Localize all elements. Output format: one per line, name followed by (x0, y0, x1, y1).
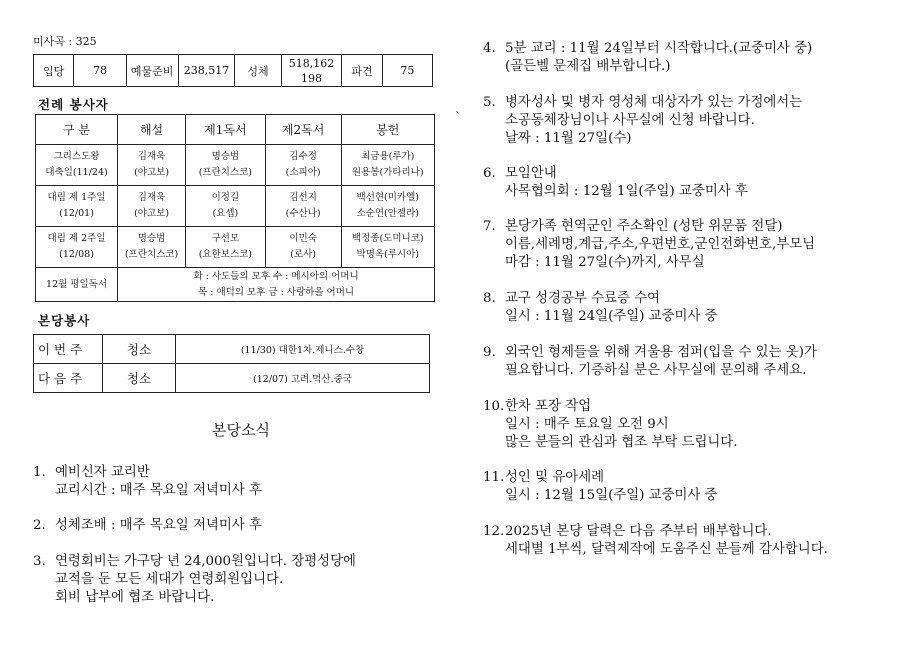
row-reading-2 (265, 227, 341, 268)
item-line: 성체조배 : 매주 목요일 저녁미사 후 (55, 518, 262, 533)
ipdang-label: 입당 (34, 55, 74, 87)
liturgy-table (35, 114, 435, 302)
item-line: 성인 및 유아세례 (505, 470, 605, 485)
row-category (36, 145, 118, 186)
bible-line-1: 화 : 사도들의 모후 수 : 메시아의 어머니 (193, 270, 359, 282)
item-number: 11. (483, 470, 505, 485)
communion-value-1: 518,162 (288, 56, 335, 70)
item-line: 날짜 : 11월 27일(수) (505, 131, 632, 146)
cell-line: 소순연(안젤라) (356, 208, 419, 219)
item-number: 1. (33, 465, 46, 480)
cell-line: (야고보) (134, 167, 170, 178)
cell-line: (12/01) (59, 208, 94, 219)
duty-task: 청소 (103, 335, 176, 364)
offering-label: 예물준비 (126, 55, 178, 87)
item-number: 7. (483, 219, 496, 234)
item-line: 한차 포장 작업 (505, 399, 592, 414)
table-row (36, 227, 435, 268)
news-item-4 (483, 40, 812, 76)
communion-value-2: 198 (301, 71, 322, 85)
item-line: 병자성사 및 병자 영성체 대상자가 있는 가정에서는 (505, 95, 803, 110)
row-category (36, 186, 118, 227)
item-line: 소공동체장님이나 사무실에 신청 바랍니다. (505, 113, 755, 128)
cell-line: (프란치스코) (124, 249, 179, 260)
bible-readings (118, 268, 435, 302)
cell-line: 그리스도왕 (53, 151, 100, 162)
news-item-12 (483, 523, 828, 559)
item-number: 9. (483, 345, 496, 360)
cell-line: 박명옥(루시아) (356, 249, 419, 260)
header-category: 구 분 (36, 115, 118, 145)
item-number: 8. (483, 291, 496, 306)
item-number: 5. (483, 95, 496, 110)
row-reading-1 (186, 186, 266, 227)
duty-label: 다 음 주 (34, 364, 103, 393)
duty-detail: (12/07) 고려.먹산.중국 (176, 364, 430, 393)
cell-line: 최금용(루가) (361, 151, 415, 162)
duty-task: 청소 (103, 364, 176, 393)
liturgy-heading: 전례 봉사자 (38, 97, 109, 112)
offering-value: 238,517 (178, 55, 235, 87)
item-line: 이름,세례명,계급,주소,우편번호,군인전화번호,부모님 (505, 237, 816, 252)
news-item-6 (483, 165, 748, 201)
cell-line: 백선현(미카엘) (356, 192, 419, 203)
item-line: 필요합니다. 기증하실 분은 사무실에 문의해 주세요. (505, 363, 807, 378)
cell-line: (요한보스코) (198, 249, 253, 260)
item-number: 6. (483, 166, 496, 181)
item-line: 본당가족 현역군인 주소확인 (성탄 위문품 전달) (505, 219, 783, 234)
communion-value (281, 55, 342, 87)
cell-line: 대림 제 1주일 (47, 192, 106, 203)
item-line: 일시 : 11월 24일(주일) 교중미사 중 (505, 309, 718, 324)
item-line: (골든벨 문제집 배부합니다.) (505, 59, 671, 74)
item-line: 2025년 본당 달력은 다음 주부터 배부합니다. (505, 524, 772, 539)
news-item-3 (33, 553, 356, 607)
news-item-2 (33, 517, 262, 535)
item-number: 3. (33, 554, 46, 569)
table-row (36, 268, 435, 302)
news-item-8 (483, 290, 718, 326)
cell-line: (프란치스코) (198, 167, 253, 178)
item-line: 마감 : 11월 27일(수)까지, 사무실 (505, 255, 705, 270)
cell-line: 명승범 (211, 151, 240, 162)
item-line: 외국인 형제들을 위해 겨울용 점퍼(입을 수 있는 옷)가 (505, 345, 817, 360)
cell-line: (12/08) (59, 249, 94, 260)
cell-line: 백정종(도미니코) (351, 233, 424, 244)
cell-line: 구선모 (211, 233, 240, 244)
item-number: 2. (33, 518, 46, 533)
news-item-5 (483, 94, 802, 148)
table-row (36, 145, 435, 186)
cell-line: 이민숙 (289, 233, 317, 244)
row-commentary (118, 227, 186, 268)
duty-detail: (11/30) 대한1차.제니스.수창 (176, 335, 430, 364)
duty-table (33, 334, 430, 393)
bible-line-2: 목 : 애덕의 모후 금 : 사랑하올 어머니 (198, 286, 355, 298)
stats-table (33, 54, 433, 87)
item-line: 교구 성경공부 수료증 수여 (505, 291, 661, 306)
news-item-7 (483, 218, 815, 272)
duty-heading: 본당봉사 (38, 313, 91, 328)
bible-label: 12월 평일독서 (36, 268, 118, 302)
row-reading-2 (265, 145, 341, 186)
item-line: 일시 : 12월 15일(주일) 교중미사 중 (505, 488, 718, 503)
item-line: 많은 분들의 관심과 협조 부탁 드립니다. (505, 435, 738, 450)
dismissal-value: 75 (382, 55, 432, 87)
item-line: 교적을 둔 모든 세대가 연령회원입니다. (55, 572, 284, 587)
news-item-9 (483, 344, 817, 380)
stray-mark: ` (455, 110, 461, 124)
item-line: 교리시간 : 매주 목요일 저녁미사 후 (55, 483, 262, 498)
news-item-11 (483, 469, 718, 505)
item-line: 일시 : 매주 토요일 오전 9시 (505, 417, 669, 432)
row-category (36, 227, 118, 268)
row-commentary (118, 145, 186, 186)
item-line: 예비신자 교리반 (55, 465, 150, 480)
cell-line: 김선지 (289, 192, 317, 203)
item-line: 연령회비는 가구당 년 24,000원입니다. 장평성당에 (55, 554, 356, 569)
item-line: 5분 교리 : 11월 24일부터 시작합니다.(교중미사 중) (505, 41, 813, 56)
header-reading-1: 제1독서 (186, 115, 266, 145)
row-reading-1 (186, 145, 266, 186)
header-commentary: 해설 (118, 115, 186, 145)
item-number: 10. (483, 399, 505, 414)
row-offering (341, 227, 434, 268)
communion-label: 성체 (235, 55, 281, 87)
cell-line: 이정길 (211, 192, 240, 203)
item-line: 사목협의회 : 12월 1일(주일) 교중미사 후 (505, 184, 748, 199)
cell-line: 대축일(11/24) (45, 167, 108, 178)
item-number: 12. (483, 524, 505, 539)
cell-line: 김수정 (289, 151, 317, 162)
news-item-10 (483, 398, 738, 452)
mass-count: 미사곡 : 325 (33, 35, 97, 48)
row-commentary (118, 186, 186, 227)
item-line: 모임안내 (505, 166, 557, 181)
row-reading-2 (265, 186, 341, 227)
news-title: 본당소식 (212, 421, 270, 439)
news-item-1 (33, 464, 262, 500)
table-row (34, 364, 430, 393)
cell-line: (야고보) (134, 208, 170, 219)
dismissal-label: 파견 (342, 55, 382, 87)
cell-line: 김재욱 (137, 151, 166, 162)
header-offering: 봉헌 (341, 115, 434, 145)
header-reading-2: 제2독서 (265, 115, 341, 145)
table-row (34, 335, 430, 364)
item-line: 세대별 1부씩, 달력제작에 도움주신 분들께 감사합니다. (505, 542, 828, 557)
cell-line: 김재욱 (137, 192, 166, 203)
item-number: 4. (483, 41, 496, 56)
row-reading-1 (186, 227, 266, 268)
cell-line: 대림 제 2주일 (47, 233, 106, 244)
cell-line: (요셉) (212, 208, 239, 219)
row-offering (341, 186, 434, 227)
cell-line: (로사) (290, 249, 317, 260)
cell-line: (수산나) (285, 208, 321, 219)
duty-label: 이 번 주 (34, 335, 103, 364)
cell-line: 원용봉(가타리나) (351, 167, 424, 178)
row-offering (341, 145, 434, 186)
ipdang-value: 78 (74, 55, 126, 87)
table-row (36, 186, 435, 227)
cell-line: 명승범 (137, 233, 166, 244)
item-line: 회비 납부에 협조 바랍니다. (55, 590, 215, 605)
cell-line: (소피아) (285, 167, 321, 178)
